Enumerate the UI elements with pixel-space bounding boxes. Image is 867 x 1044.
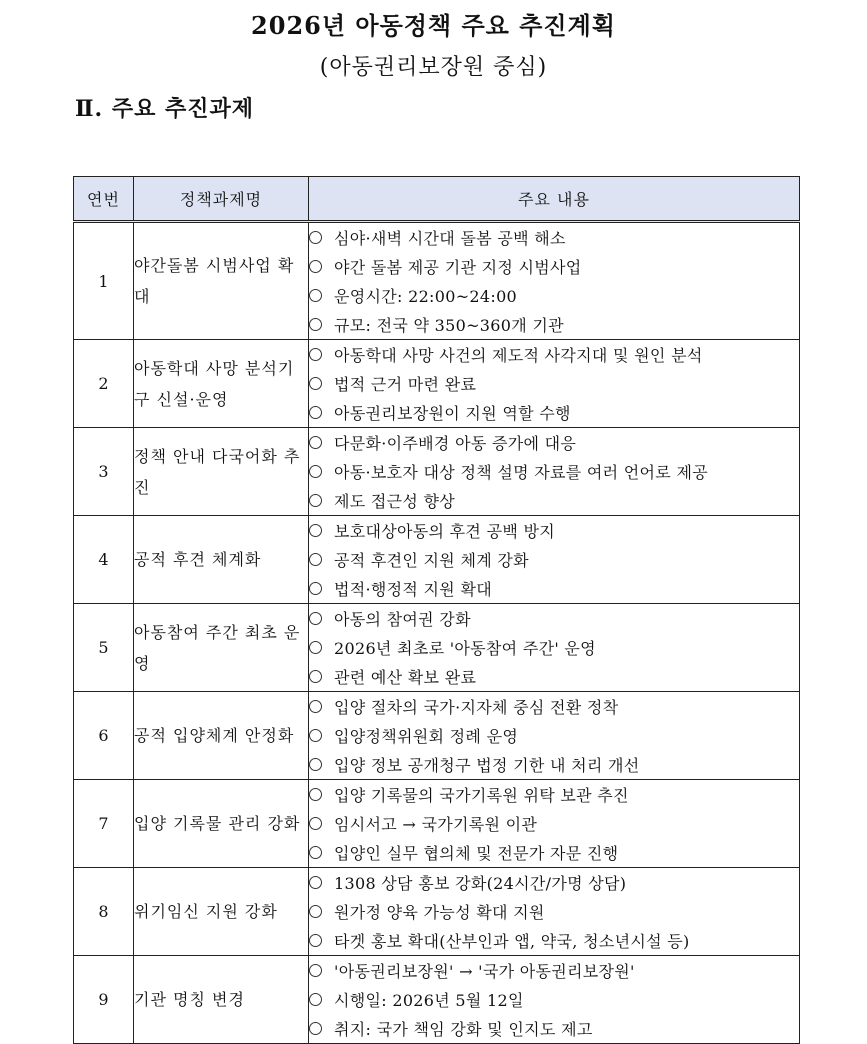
content-item-text: 공적 후견인 지원 체계 강화 <box>334 551 529 570</box>
row-number: 9 <box>74 956 134 1044</box>
circle-bullet-icon <box>309 641 322 654</box>
content-item-text: 규모: 전국 약 350~360개 기관 <box>334 316 564 335</box>
content-list-item <box>309 926 799 955</box>
document-subtitle: (아동권리보장원 중심) <box>319 55 548 80</box>
circle-bullet-icon <box>309 582 322 595</box>
table-row <box>74 604 800 692</box>
policy-name: 공적 입양체계 안정화 <box>134 692 309 780</box>
header-policy-name: 정책과제명 <box>134 177 309 222</box>
row-number: 7 <box>74 780 134 868</box>
circle-bullet-icon <box>309 905 322 918</box>
content-list-item <box>309 281 799 310</box>
table-row <box>74 868 800 956</box>
policy-name: 아동참여 주간 최초 운영 <box>134 604 309 692</box>
content-item-text: 입양정책위원회 정례 운영 <box>334 727 519 746</box>
table-row <box>74 428 800 516</box>
content-list-item <box>309 252 799 281</box>
content-list-item <box>309 721 799 750</box>
circle-bullet-icon <box>309 700 322 713</box>
content-item-text: 입양 정보 공개청구 법정 기한 내 처리 개선 <box>334 756 640 775</box>
content-item-text: 아동·보호자 대상 정책 설명 자료를 여러 언어로 제공 <box>334 463 708 482</box>
content-list-item <box>309 310 799 339</box>
content-list-item <box>309 633 799 662</box>
table-row <box>74 516 800 604</box>
content-list-item <box>309 662 799 691</box>
circle-bullet-icon <box>309 524 322 537</box>
circle-bullet-icon <box>309 817 322 830</box>
circle-bullet-icon <box>309 318 322 331</box>
content-list-item <box>309 369 799 398</box>
content-list-item <box>309 750 799 779</box>
circle-bullet-icon <box>309 993 322 1006</box>
content-item-text: 2026년 최초로 '아동참여 주간' 운영 <box>334 639 596 658</box>
content-item-text: 임시서고 → 국가기록원 이관 <box>334 815 538 834</box>
content-item-text: 관련 예산 확보 완료 <box>334 668 477 687</box>
main-content-cell <box>309 780 800 868</box>
content-list-item <box>309 1014 799 1043</box>
content-list-item <box>309 956 799 985</box>
circle-bullet-icon <box>309 465 322 478</box>
content-list-item <box>309 604 799 633</box>
content-item-text: 심야·새벽 시간대 돌봄 공백 해소 <box>334 229 566 248</box>
table-row <box>74 780 800 868</box>
row-number: 2 <box>74 340 134 428</box>
document-title: 2026년 아동정책 주요 추진계획 <box>251 11 616 40</box>
content-item-text: 아동권리보장원이 지원 역할 수행 <box>334 404 571 423</box>
content-item-text: 제도 접근성 향상 <box>334 492 456 511</box>
circle-bullet-icon <box>309 348 322 361</box>
content-list-item <box>309 545 799 574</box>
content-item-text: 법적·행정적 지원 확대 <box>334 580 492 599</box>
main-content-cell <box>309 340 800 428</box>
content-item-text: 시행일: 2026년 5월 12일 <box>334 991 524 1010</box>
content-list-item <box>309 457 799 486</box>
circle-bullet-icon <box>309 788 322 801</box>
content-list-item <box>309 574 799 603</box>
circle-bullet-icon <box>309 260 322 273</box>
content-list-item <box>309 428 799 457</box>
content-list-item <box>309 868 799 897</box>
circle-bullet-icon <box>309 612 322 625</box>
table-row <box>74 222 800 340</box>
content-item-text: 타겟 홍보 확대(산부인과 앱, 약국, 청소년시설 등) <box>334 932 690 951</box>
circle-bullet-icon <box>309 758 322 771</box>
main-content-cell <box>309 516 800 604</box>
policy-name: 정책 안내 다국어화 추진 <box>134 428 309 516</box>
content-item-text: 보호대상아동의 후견 공백 방지 <box>334 522 555 541</box>
row-number: 3 <box>74 428 134 516</box>
content-item-text: 법적 근거 마련 완료 <box>334 375 477 394</box>
row-number: 1 <box>74 222 134 340</box>
circle-bullet-icon <box>309 553 322 566</box>
circle-bullet-icon <box>309 494 322 507</box>
table-row <box>74 956 800 1044</box>
content-list-item <box>309 809 799 838</box>
circle-bullet-icon <box>309 436 322 449</box>
content-item-text: 입양 기록물의 국가기록원 위탁 보관 추진 <box>334 786 629 805</box>
policy-name: 공적 후견 체계화 <box>134 516 309 604</box>
row-number: 5 <box>74 604 134 692</box>
content-list-item <box>309 516 799 545</box>
content-list-item <box>309 780 799 809</box>
main-content-cell <box>309 428 800 516</box>
circle-bullet-icon <box>309 289 322 302</box>
circle-bullet-icon <box>309 670 322 683</box>
table-body <box>74 222 800 1044</box>
row-number: 4 <box>74 516 134 604</box>
circle-bullet-icon <box>309 934 322 947</box>
content-item-text: 아동의 참여권 강화 <box>334 610 471 629</box>
header-number: 연번 <box>74 177 134 222</box>
policy-table <box>73 176 800 1044</box>
content-list-item <box>309 486 799 515</box>
section-heading: Ⅱ. 주요 추진과제 <box>75 96 255 122</box>
content-item-text: 1308 상담 홍보 강화(24시간/가명 상담) <box>334 874 627 893</box>
header-main-content: 주요 내용 <box>309 177 800 222</box>
content-item-text: 아동학대 사망 사건의 제도적 사각지대 및 원인 분석 <box>334 346 703 365</box>
content-item-text: 입양인 실무 협의체 및 전문가 자문 진행 <box>334 844 619 863</box>
main-content-cell <box>309 956 800 1044</box>
table-row <box>74 340 800 428</box>
content-item-text: 입양 절차의 국가·지자체 중심 전환 정착 <box>334 698 619 717</box>
row-number: 8 <box>74 868 134 956</box>
circle-bullet-icon <box>309 377 322 390</box>
content-list-item <box>309 838 799 867</box>
content-list-item <box>309 897 799 926</box>
content-item-text: 야간 돌봄 제공 기관 지정 시범사업 <box>334 258 582 277</box>
circle-bullet-icon <box>309 231 322 244</box>
circle-bullet-icon <box>309 964 322 977</box>
main-content-cell <box>309 692 800 780</box>
content-item-text: 원가정 양육 가능성 확대 지원 <box>334 903 545 922</box>
policy-name: 입양 기록물 관리 강화 <box>134 780 309 868</box>
circle-bullet-icon <box>309 846 322 859</box>
policy-name: 아동학대 사망 분석기구 신설·운영 <box>134 340 309 428</box>
table-row <box>74 692 800 780</box>
content-item-text: 다문화·이주배경 아동 증가에 대응 <box>334 434 577 453</box>
policy-name: 기관 명칭 변경 <box>134 956 309 1044</box>
content-item-text: '아동권리보장원' → '국가 아동권리보장원' <box>334 962 635 981</box>
content-list-item <box>309 340 799 369</box>
policy-name: 야간돌봄 시범사업 확대 <box>134 222 309 340</box>
circle-bullet-icon <box>309 729 322 742</box>
content-list-item <box>309 692 799 721</box>
content-list-item <box>309 223 799 252</box>
table-header-row <box>74 177 800 222</box>
row-number: 6 <box>74 692 134 780</box>
main-content-cell <box>309 604 800 692</box>
main-content-cell <box>309 868 800 956</box>
content-item-text: 취지: 국가 책임 강화 및 인지도 제고 <box>334 1020 593 1039</box>
circle-bullet-icon <box>309 1022 322 1035</box>
main-content-cell <box>309 222 800 340</box>
policy-name: 위기임신 지원 강화 <box>134 868 309 956</box>
content-list-item <box>309 398 799 427</box>
content-list-item <box>309 985 799 1014</box>
circle-bullet-icon <box>309 876 322 889</box>
content-item-text: 운영시간: 22:00~24:00 <box>334 287 518 306</box>
circle-bullet-icon <box>309 406 322 419</box>
